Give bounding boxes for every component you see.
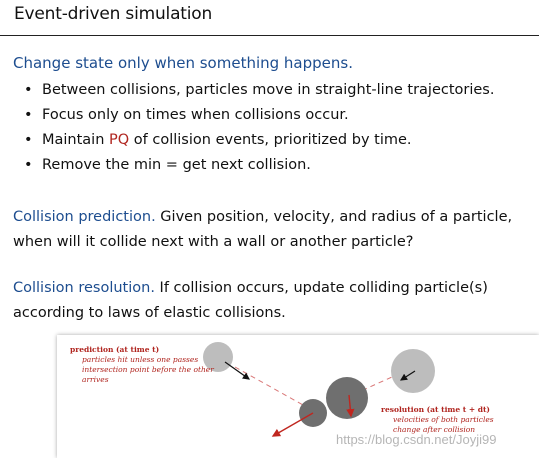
bullet-item <box>24 103 494 128</box>
bullet-text-post: of collision events, prioritized by time. <box>129 132 412 148</box>
particle-b-at-collision <box>326 377 368 419</box>
resolution-label-heading: resolution (at time t + dt) <box>381 405 490 414</box>
prediction-paragraph <box>13 205 537 255</box>
bullet-dot-icon: • <box>24 82 33 98</box>
title-divider <box>0 35 539 36</box>
bullet-text: Focus only on times when collisions occur. <box>42 107 349 123</box>
bullet-dot-icon: • <box>24 157 33 173</box>
prediction-text: Given position, velocity, and radius of a particle, when will it collide next with a wall or another particle? <box>13 209 513 250</box>
particle-b-before <box>391 349 435 393</box>
velocity-arrow <box>225 362 249 379</box>
prediction-label-line: arrives <box>82 375 109 384</box>
prediction-label-line: intersection point before the other <box>82 365 214 374</box>
bullet-text-pre: Maintain <box>42 132 110 148</box>
bullet-list <box>24 78 494 178</box>
bullet-item <box>24 78 494 103</box>
bullet-dot-icon: • <box>24 107 33 123</box>
bullet-text: Remove the min = get next collision. <box>42 157 311 173</box>
resolution-text: If collision occurs, update colliding particle(s) according to laws of elastic collisions. <box>13 280 488 321</box>
resolution-label <box>381 405 494 435</box>
bullet-item <box>24 128 494 153</box>
resolution-label-line: change after collision <box>393 425 476 434</box>
intro-heading: Change state only when something happens. <box>13 54 353 72</box>
resolution-paragraph <box>13 276 537 326</box>
prediction-label-heading: prediction (at time t) <box>70 345 160 354</box>
bullet-dot-icon: • <box>24 132 33 148</box>
pq-term: PQ <box>109 132 130 148</box>
resolution-lead: Collision resolution. <box>13 280 155 296</box>
slide-title: Event-driven simulation <box>14 4 213 24</box>
prediction-label-line: particles hit unless one passes <box>82 355 199 364</box>
resolution-label-line: velocities of both particles <box>393 415 494 424</box>
bullet-text: Between collisions, particles move in straight-line trajectories. <box>42 82 495 98</box>
bullet-item <box>24 153 494 178</box>
trajectory-line <box>235 367 312 410</box>
prediction-lead: Collision prediction. <box>13 209 156 225</box>
watermark-url: https://blog.csdn.net/Joyji99 <box>336 432 497 447</box>
prediction-label <box>70 345 214 385</box>
